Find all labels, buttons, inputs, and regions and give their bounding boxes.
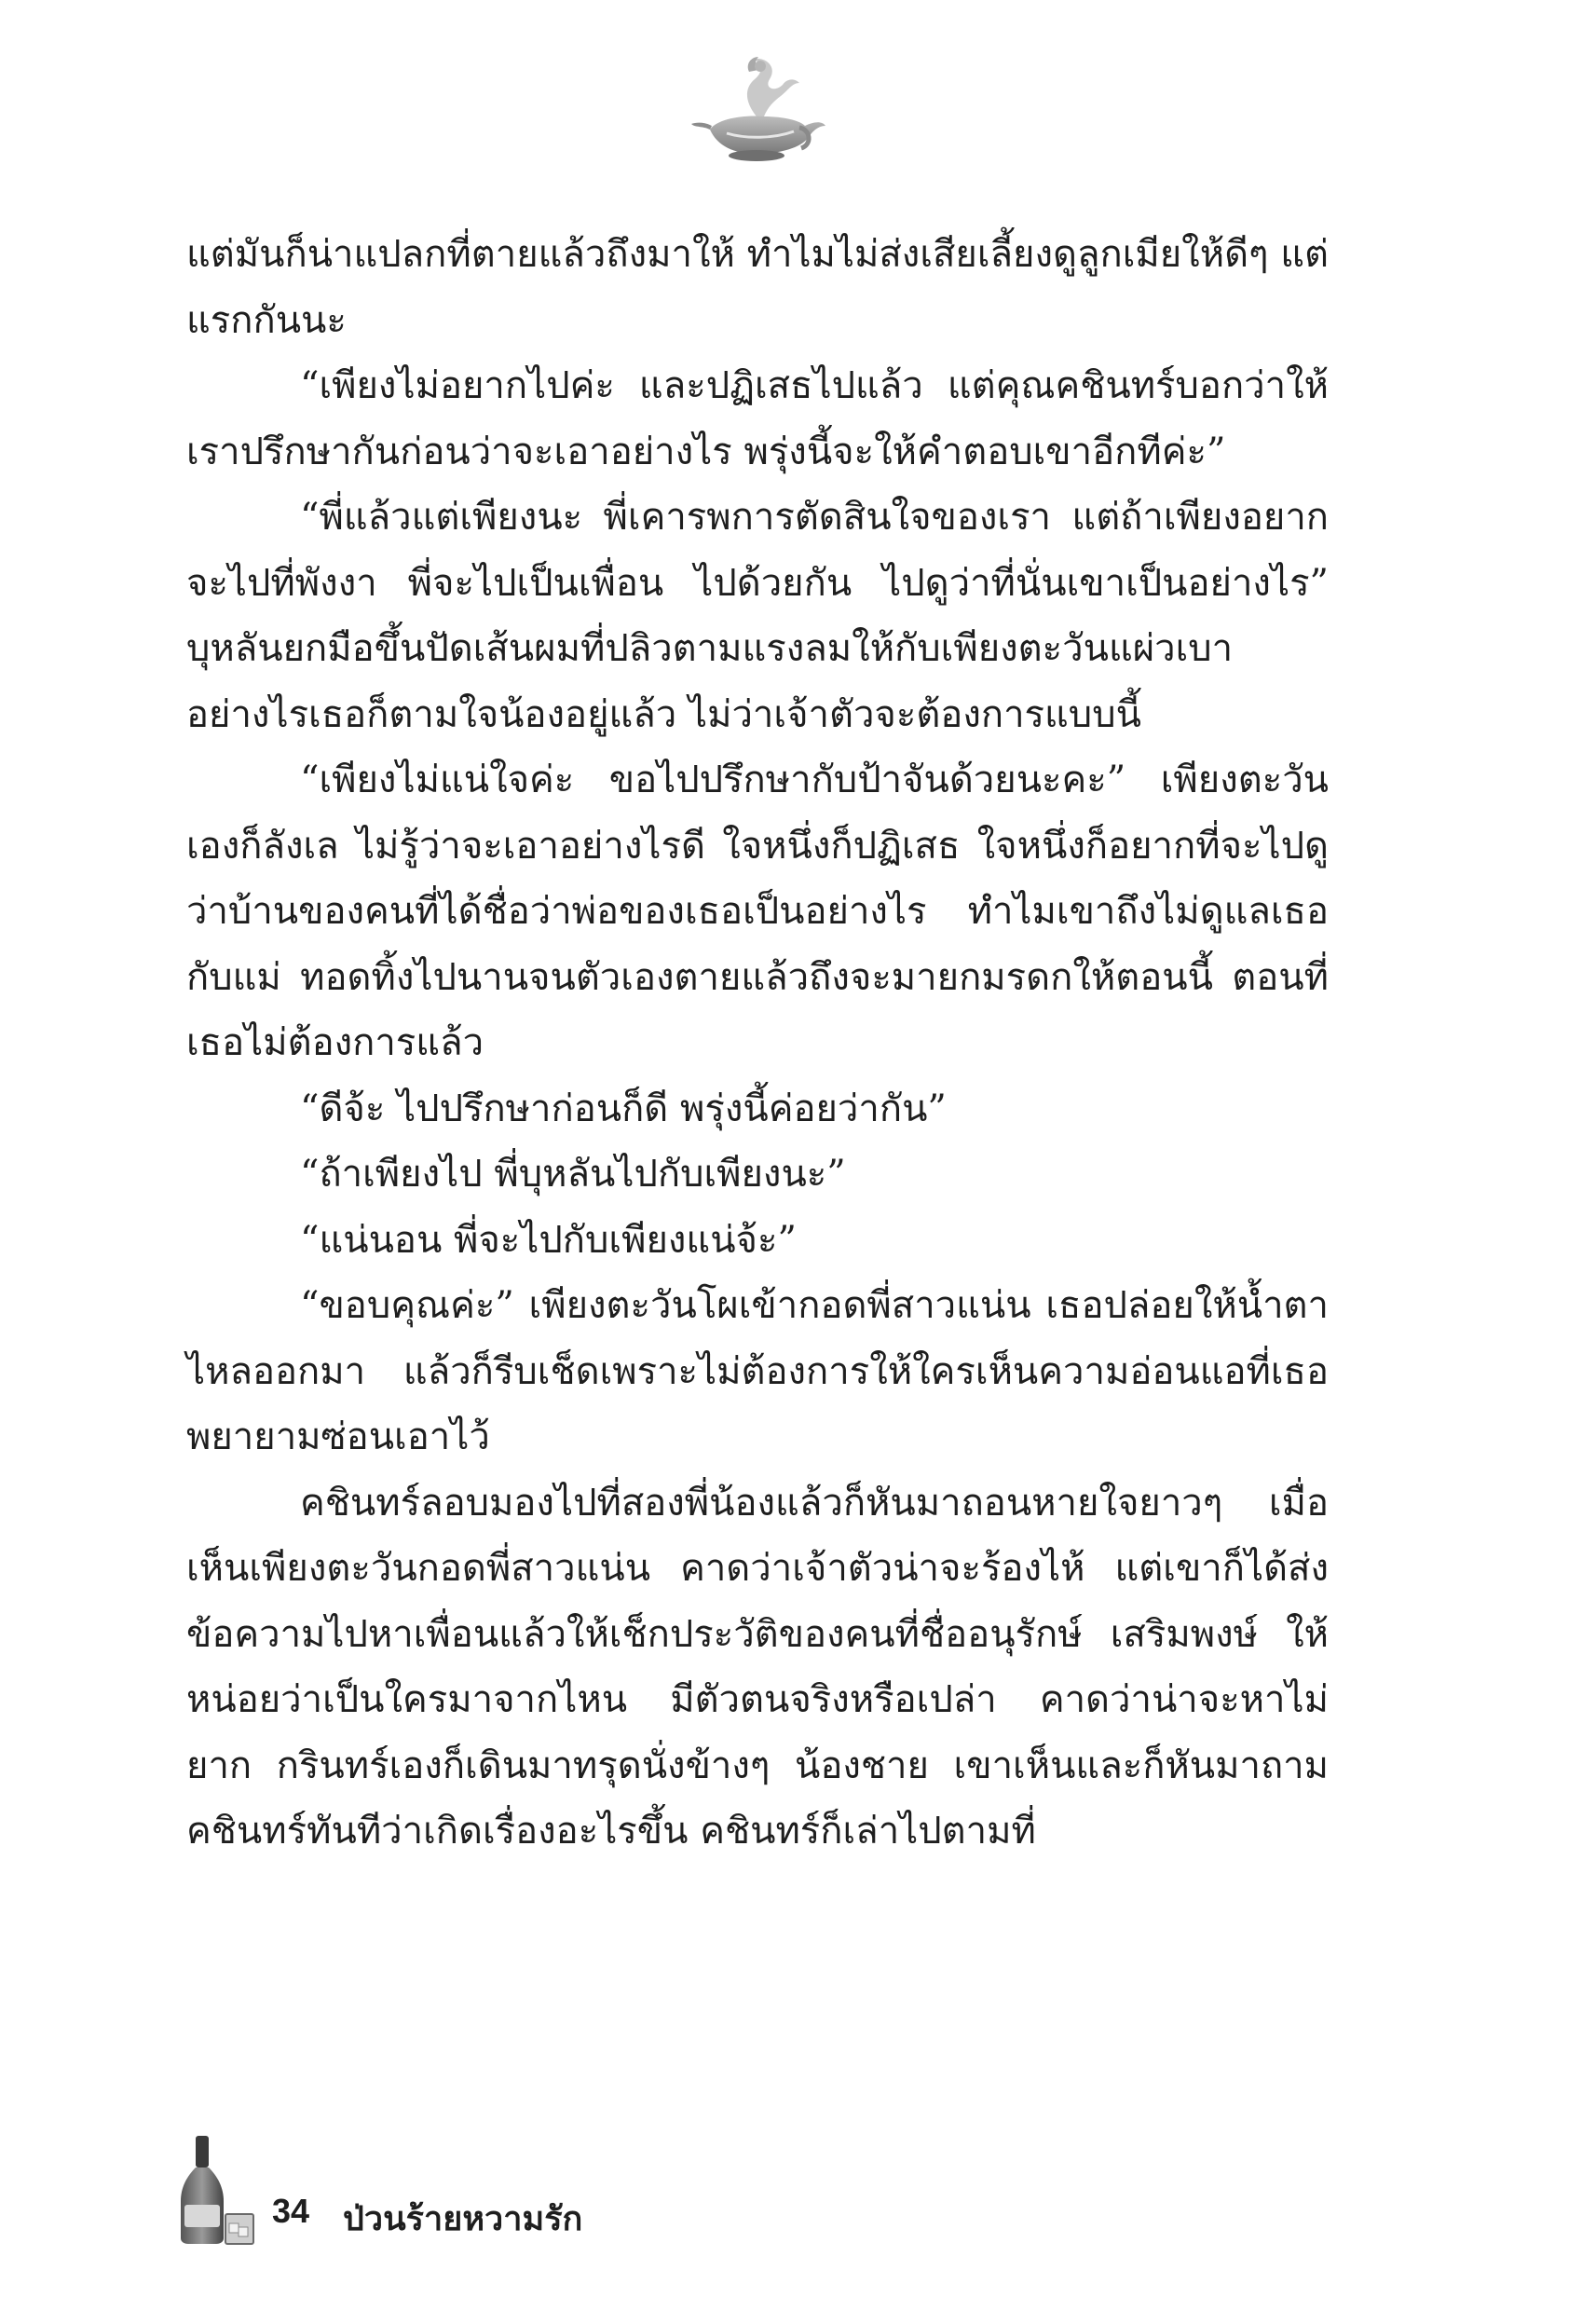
- liquor-bottle-glass-icon: [177, 2134, 261, 2246]
- book-title: ป่วนร้ายหวามรัก: [343, 2200, 583, 2238]
- paragraph: คชินทร์ลอบมองไปที่สองพี่น้องแล้วก็หันมาถอนหายใจยาวๆ เมื่อเห็นเพียงตะวันกอดพี่สาวแน่น คาดว่าเจ้าตัวน่าจะร้องไห้ แต่เขาก็ได้ส่งข้อความไปหาเพื่อนแล้วให้เช็กประวัติของคนที่ชื่ออนุรักษ์ เสริมพงษ์ ให้หน่อยว่าเป็นใครมาจากไหน มีตัวตนจริงหรือเปล่า คาดว่าน่าจะหาไม่ยาก กรินทร์เองก็เดินมาทรุดนั่งข้างๆ น้องชาย เขาเห็นและก็หันมาถามคชินทร์ทันทีว่าเกิดเรื่องอะไรขึ้น คชินทร์ก็เล่าไปตามที่: [186, 1481, 1329, 1853]
- page-number: 34: [272, 2192, 310, 2230]
- body-text: [186, 222, 1329, 1865]
- paragraph: “เพียงไม่อยากไปค่ะ และปฏิเสธไปแล้ว แต่คุณคชินทร์บอกว่าให้เราปรึกษากันก่อนว่าจะเอาอย่างไร พรุ่งนี้จะให้คำตอบเขาอีกทีค่ะ”: [186, 364, 1329, 473]
- paragraph: “แน่นอน พี่จะไปกับเพียงแน่จ้ะ”: [300, 1218, 797, 1262]
- paragraph: “ขอบคุณค่ะ” เพียงตะวันโผเข้ากอดพี่สาวแน่น เธอปล่อยให้น้ำตาไหลออกมา แล้วก็รีบเช็ดเพราะไม่ต้องการให้ใครเห็นความอ่อนแอที่เธอพยายามซ่อนเอาไว้: [186, 1284, 1329, 1458]
- genie-lamp-icon: [689, 51, 829, 168]
- paragraph: “เพียงไม่แน่ใจค่ะ ขอไปปรึกษากับป้าจันด้วยนะคะ” เพียงตะวันเองก็ลังเล ไม่รู้ว่าจะเอาอย่างไรดี ใจหนึ่งก็ปฏิเสธ ใจหนึ่งก็อยากที่จะไปดูว่าบ้านของคนที่ได้ชื่อว่าพ่อของเธอเป็นอย่างไร ทำไมเขาถึงไม่ดูแลเธอกับแม่ ทอดทิ้งไปนานจนตัวเองตายแล้วถึงจะมายกมรดกให้ตอนนี้ ตอนที่เธอไม่ต้องการแล้ว: [186, 759, 1329, 1064]
- paragraph: “พี่แล้วแต่เพียงนะ พี่เคารพการตัดสินใจของเรา แต่ถ้าเพียงอยากจะไปที่พังงา พี่จะไปเป็นเพื่อน ไปด้วยกัน ไปดูว่าที่นั่นเขาเป็นอย่างไร” บุหลันยกมือขึ้นปัดเส้นผมที่ปลิวตามแรงลมให้กับเพียงตะวันแผ่วเบา อย่างไรเธอก็ตามใจน้องอยู่แล้ว ไม่ว่าเจ้าตัวจะต้องการแบบนี้: [186, 496, 1329, 736]
- page-footer: [177, 2134, 922, 2255]
- paragraph: แต่มันก็น่าแปลกที่ตายแล้วถึงมาให้ ทำไมไม่ส่งเสียเลี้ยงดูลูกเมียให้ดีๆ แต่แรกกันนะ: [186, 233, 1330, 342]
- paragraph: “ถ้าเพียงไป พี่บุหลันไปกับเพียงนะ”: [300, 1153, 846, 1196]
- paragraph: “ดีจ้ะ ไปปรึกษาก่อนก็ดี พรุ่งนี้ค่อยว่ากัน”: [300, 1087, 947, 1130]
